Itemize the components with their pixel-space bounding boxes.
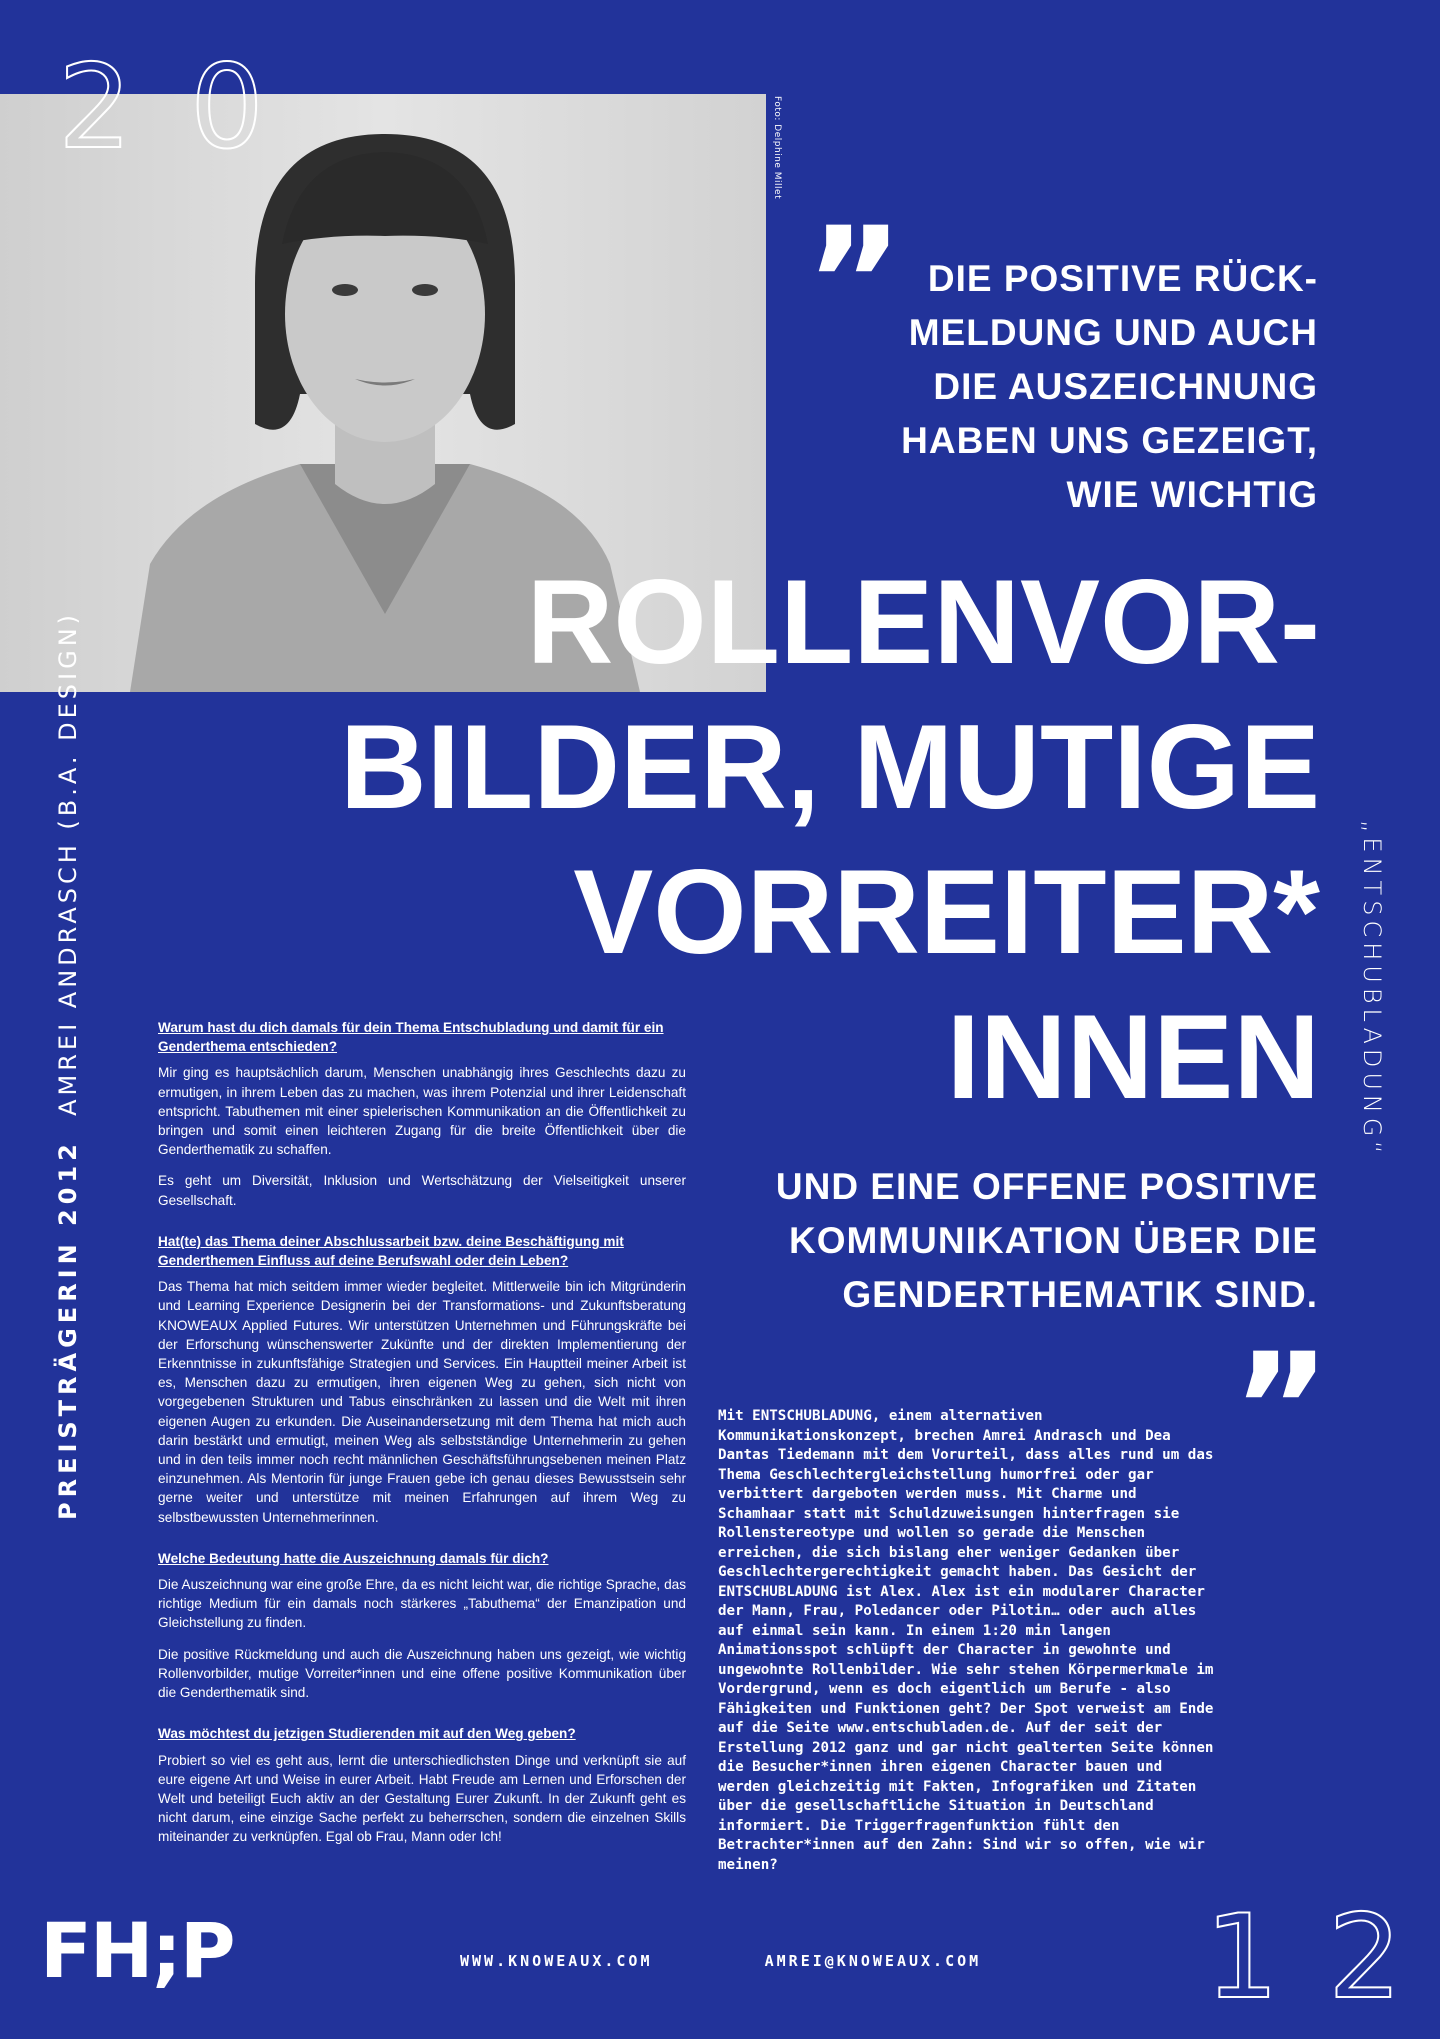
interview-answer: Die Auszeichnung war eine große Ehre, da es nicht leicht war, die richtige Sprache, das richtige Medium für ein damals noch stärkeres „Tabuthema“ der Emanzipation und Gleichstellung zu finden.	[158, 1577, 686, 1631]
interview	[158, 1018, 686, 1859]
quote-lead-line: WIE WICHTIG	[1066, 474, 1318, 515]
year-digit: 0	[190, 40, 264, 175]
quote-tail-line: GENDERTHEMATIK SIND.	[842, 1274, 1318, 1315]
interview-answer: Es geht um Diversität, Inklusion und Wertschätzung der Vielseitigkeit unserer Gesellschaft.	[158, 1173, 686, 1208]
email-link[interactable]: AMREI@KNOWEAUX.COM	[764, 1952, 982, 1970]
interview-question: Was möchtest du jetzigen Studierenden mit auf den Weg geben?	[158, 1726, 576, 1742]
interview-question: Welche Bedeutung hatte die Auszeichnung damals für dich?	[158, 1550, 549, 1566]
website-link[interactable]: WWW.KNOWEAUX.COM	[460, 1952, 653, 1970]
winner-label	[42, 520, 82, 1520]
quote-lead-line: HABEN UNS GEZEIGT,	[901, 420, 1318, 461]
interview-answer: Die positive Rückmeldung und auch die Auszeichnung haben uns gezeigt, wie wichtig Rollenvorbilder, mutige Vorreiter*innen und eine offene positive Kommunikation über die Genderthematik sind.	[158, 1646, 686, 1701]
quote-headline-line: ROLLENVOR-	[526, 555, 1320, 689]
quote-headline-line: INNEN	[946, 990, 1320, 1124]
year-digit: 2	[1328, 1890, 1402, 2025]
project-title: „ENTSCHUBLADUNG“	[1358, 820, 1386, 1159]
quote-tail-line: UND EINE OFFENE POSITIVE	[775, 1166, 1318, 1207]
quote-lead-line: MELDUNG UND AUCH	[908, 312, 1318, 353]
quote-open-mark: ”	[805, 196, 890, 370]
project-description: Mit ENTSCHUBLADUNG, einem alternativen Kommunikationskonzept, brechen Amrei Andrasch und Dea Dantas Tiedemann mit dem Vorurteil, dass alles rund um das Thema Geschlechtergleichstellung humorfrei oder gar verbittert dargeboten werden muss. Mit Charme und Schamhaar statt mit Schuldzuweisungen hinterfragen sie Rollenstereotype und wollen so gerade die Menschen erreichen, die sich bislang eher weniger Gedanken über Geschlechtergerechtigkeit gemacht haben. Das Gesicht der ENTSCHUBLADUNG ist Alex. Alex ist ein modularer Character der Mann, Frau, Poledancer oder Pilotin… oder auch alles auf einmal sein kann. In einem 1:20 min langen Animationsspot schlüpft der Character in gewohnte und ungewohnte Rollenbilder. Wie sehr stehen Körpermerkmale im Vordergrund, wenn es doch eigentlich um Berufe - also Fähigkeiten und Funktionen geht? Der Spot verweist am Ende auf die Seite www.entschubladen.de. Auf der seit der Erstellung 2012 ganz und gar nicht gealterten Seite können die Besucher*innen ihren eigenen Character bauen und werden gleichzeitig mit Fakten, Infografiken und Zitaten über die gesellschaftliche Situation in Deutschland informiert. Die Triggerfragenfunktion fühlt den Betrachter*innen auf den Zahn: Sind wir so offen, wie wir meinen?	[718, 1408, 1214, 1873]
interview-question: Hat(te) das Thema deiner Abschlussarbeit bzw. deine Beschäftigung mit Genderthemen Einfluss auf deine Berufswahl oder dein Leben?	[158, 1233, 624, 1269]
photo-credit: Foto: Delphine Millet	[772, 96, 782, 200]
winner-prefix: PREISTRÄGERIN 2012	[54, 1139, 82, 1520]
year-digit: 2	[58, 40, 132, 175]
interview-answer: Mir ging es hauptsächlich darum, Menschen unabhängig ihres Geschlechts dazu zu ermutigen, in ihrem Leben das zu machen, was ihrem Potenzial und ihrer Leidenschaft entspricht. Tabuthemen mit einer spielerischen Kommunikation an die Öffentlichkeit zu bringen und somit einen leichteren Zugang für die breite Öffentlichkeit über die Genderthematik zu schaffen.	[158, 1065, 686, 1158]
footer-contact	[460, 1952, 981, 1970]
quote-tail-line: KOMMUNIKATION ÜBER DIE	[788, 1220, 1318, 1261]
quote-headline-line: VORREITER*	[573, 845, 1320, 979]
quote-lead-line: DIE AUSZEICHNUNG	[933, 366, 1318, 407]
quote-headline-line: BILDER, MUTIGE	[340, 700, 1320, 834]
interview-answer: Das Thema hat mich seitdem immer wieder begleitet. Mittlerweile bin ich Mitgründerin und Learning Experience Designerin bei der Transformations- und Zukunftsberatung KNOWEAUX Applied Futures. Wir unterstützen Unternehmen und Führungskräfte bei der Erforschung wünschenswerter Zukünfte und der direkten Implementierung der Erkenntnisse in zukunftsfähige Strategien und Services. Ein Hauptteil meiner Arbeit ist es, Menschen dazu zu ermutigen, ihren eigenen Weg zu gehen, sich nicht von vorgegebenen Strukturen und Tabus einschränken zu lassen und die Welt mit ihren eigenen Augen zu erkunden. Die Auseinandersetzung mit dem Thema hat mich auch darin bestärkt und ermutigt, meinen Weg als selbstständige Unternehmerin zu gehen und in den teils immer noch recht männlichen Geschäftsführungsebenen meinen Platz einzunehmen. Als Mentorin für junge Frauen gebe ich genau dieses Bewusstsein sehr gerne weiter und unterstütze mit meinen Erfahrungen auf ihrem Weg zu selbstbewussten Unternehmerinnen.	[158, 1279, 686, 1525]
quote-close-mark: ”	[1232, 1322, 1317, 1496]
interview-question: Warum hast du dich damals für dein Thema Entschubladung und damit für ein Genderthema entschieden?	[158, 1020, 664, 1055]
interview-answer: Probiert so viel es geht aus, lernt die unterschiedlichsten Dinge und verknüpft sie auf eure eigene Art und Weise in eurer Arbeit. Habt Freude am Lernen und Erforschen der Welt und beteiligt Euch aktiv an der Gestaltung Eurer Zukunft. In der Zukunft geht es nicht darum, eine einzige Sache perfekt zu beherrschen, sondern die einzelnen Skills miteinander zu verknüpfen. Egal ob Frau, Mann oder Ich!	[158, 1752, 686, 1845]
fhp-logo: FH;P	[40, 1906, 234, 1995]
quote-lead-line: DIE POSITIVE RÜCK-	[927, 258, 1318, 299]
winner-name: AMREI ANDRASCH (B.A. DESIGN)	[54, 610, 82, 1116]
year-digit: 1	[1205, 1890, 1279, 2025]
